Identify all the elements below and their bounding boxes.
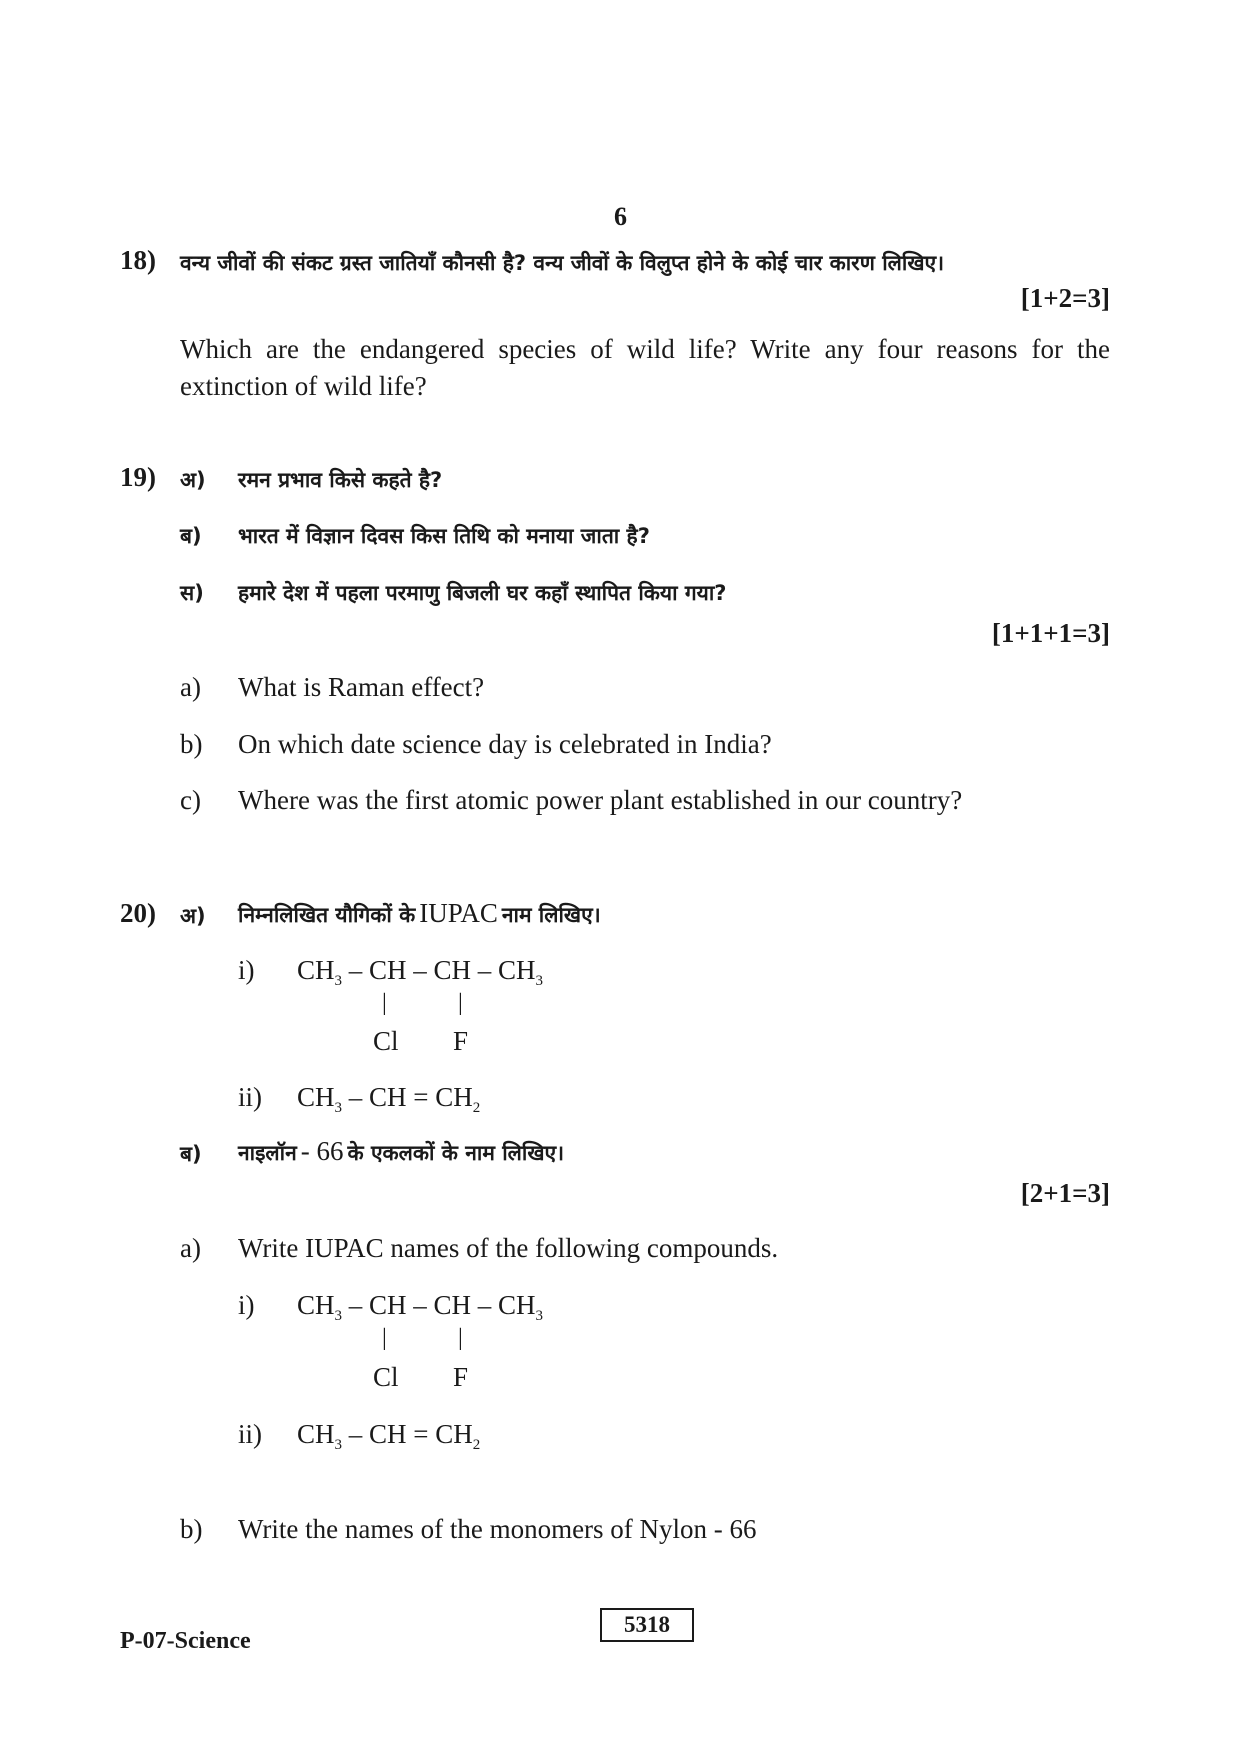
q20a-iupac: IUPAC	[419, 898, 498, 928]
question-18-hindi: वन्य जीवों की संकट ग्रस्त जातियाँ कौनसी है? वन्य जीवों के विलुप्त होने के कोई चार कारण लिखिए।	[180, 251, 945, 275]
question-20-english-text-a: Write IUPAC names of the following compounds.	[238, 1233, 779, 1263]
page-number: 6	[614, 202, 627, 231]
question-18-english: Which are the endangered species of wild life? Write any four reasons for the extinction of wild life?	[180, 334, 1110, 401]
question-20-marks: [2+1=3]	[1020, 1178, 1110, 1208]
formula-i-ch3: CH	[297, 955, 335, 985]
formula-ii-sub3: 3	[334, 1100, 343, 1116]
formula-i-en	[297, 1290, 544, 1324]
formula-i-en-bond-2: |	[458, 1325, 463, 1351]
formula-ii-en-sub2: 2	[472, 1437, 481, 1453]
footer-subject-code: P-07-Science	[120, 1628, 251, 1654]
q20a-hindi-post: नाम लिखिए।	[501, 903, 601, 927]
formula-i-en-cl: Cl	[373, 1362, 399, 1392]
question-19-hindi-label-c: स)	[180, 581, 204, 605]
formula-ii-label: ii)	[238, 1082, 262, 1112]
question-20-english-text-b: Write the names of the monomers of Nylon - 66	[238, 1514, 757, 1544]
formula-i-label-en: i)	[238, 1290, 255, 1320]
question-19-hindi-text-b: भारत में विज्ञान दिवस किस तिथि को मनाया जाता है?	[238, 524, 650, 548]
formula-ii-en-sub3: 3	[334, 1437, 343, 1453]
formula-ii-en-ch3: CH	[297, 1419, 335, 1449]
question-18-number: 18)	[120, 245, 156, 275]
formula-i-chain: – CH – CH – CH	[348, 955, 536, 985]
question-19-english-label-c: c)	[180, 785, 201, 815]
formula-ii	[297, 1082, 481, 1116]
question-19-english-text-b: On which date science day is celebrated in India?	[238, 729, 772, 759]
footer-paper-code: 5318	[600, 1608, 694, 1642]
question-19-english-label-b: b)	[180, 729, 203, 759]
formula-i-bond-1: |	[382, 990, 387, 1016]
question-18-marks: [1+2=3]	[1020, 283, 1110, 313]
formula-i-en-sub3-end: 3	[535, 1308, 544, 1324]
formula-ii-chain: – CH = CH	[348, 1082, 473, 1112]
q20b-hindi-post: के एकलकों के नाम लिखिए।	[347, 1141, 565, 1165]
q20b-hindi-pre: नाइलॉन	[238, 1141, 297, 1165]
formula-i-sub3-end: 3	[535, 973, 544, 989]
question-19-marks: [1+1+1=3]	[991, 618, 1110, 648]
formula-i	[297, 955, 544, 989]
formula-ii-en	[297, 1419, 481, 1453]
formula-ii-ch3: CH	[297, 1082, 335, 1112]
formula-i-cl: Cl	[373, 1026, 399, 1056]
q20a-hindi-pre: निम्नलिखित यौगिकों के	[238, 903, 416, 927]
formula-i-sub3: 3	[334, 973, 343, 989]
formula-i-en-bond-1: |	[382, 1325, 387, 1351]
formula-ii-en-chain: – CH = CH	[348, 1419, 473, 1449]
question-19-hindi-label-a: अ)	[180, 468, 206, 492]
formula-i-en-ch3: CH	[297, 1290, 335, 1320]
question-20-hindi-label-b: ब)	[180, 1142, 202, 1166]
question-20-english-label-a: a)	[180, 1233, 201, 1263]
formula-ii-label-en: ii)	[238, 1419, 262, 1449]
question-20-hindi-label-a: अ)	[180, 904, 206, 928]
question-20-hindi-text-b	[238, 1136, 564, 1167]
question-19-hindi-text-c: हमारे देश में पहला परमाणु बिजली घर कहाँ स्थापित किया गया?	[238, 581, 727, 605]
question-20-hindi-text-a	[238, 898, 601, 929]
formula-i-en-sub3: 3	[334, 1308, 343, 1324]
question-19-english-text-c: Where was the first atomic power plant established in our country?	[238, 785, 963, 815]
q20b-number: - 66	[300, 1136, 344, 1166]
question-20-english-label-b: b)	[180, 1514, 203, 1544]
question-19-hindi-label-b: ब)	[180, 524, 202, 548]
formula-i-label: i)	[238, 955, 255, 985]
formula-i-f: F	[453, 1026, 469, 1056]
question-20-number: 20)	[120, 898, 156, 928]
formula-ii-sub2: 2	[472, 1100, 481, 1116]
question-19-hindi-text-a: रमन प्रभाव किसे कहते है?	[238, 468, 443, 492]
question-19-english-text-a: What is Raman effect?	[238, 672, 485, 702]
formula-i-en-chain: – CH – CH – CH	[348, 1290, 536, 1320]
question-19-english-label-a: a)	[180, 672, 201, 702]
formula-i-bond-2: |	[458, 990, 463, 1016]
question-19-number: 19)	[120, 462, 156, 492]
formula-i-en-f: F	[453, 1362, 469, 1392]
